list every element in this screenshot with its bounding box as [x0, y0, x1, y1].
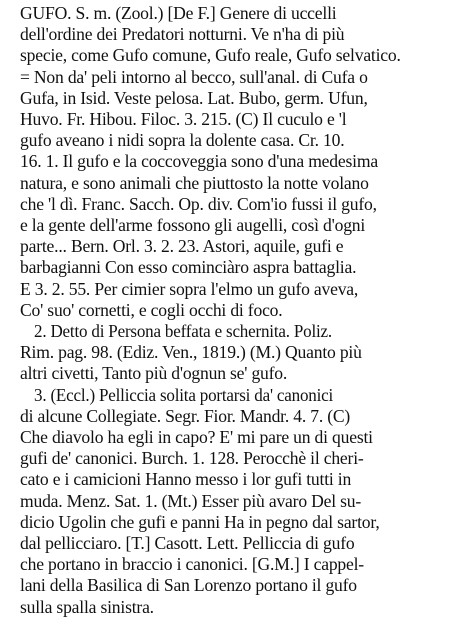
text-line: e la gente dell'arme fossono gli augelli, così d'ogni	[20, 215, 366, 235]
text-line: Huvo. Fr. Hibou. Filoc. 3. 215. (C) Il cuculo e 'l	[20, 109, 347, 129]
text-line: dell'ordine dei Predatori notturni. Ve n'ha di più	[20, 24, 345, 45]
text-line: Rim. pag. 98. (Ediz. Ven., 1819.) (M.) Quanto più	[20, 342, 362, 363]
text-line: dicio Ugolin che gufi e panni Ha in pegno dal sartor,	[20, 511, 380, 532]
text-line: parte... Bern. Orl. 3. 2. 23. Astori, aquile, gufi e	[20, 236, 344, 257]
text-line: cato e i camicioni Hanno messo i lor gufi tutti in	[20, 469, 352, 490]
text-line: gufi de' canonici. Burch. 1. 128. Perocchè il cheri-	[20, 448, 364, 469]
text-line: di alcune Collegiate. Segr. Fior. Mandr. 4. 7. (C)	[20, 405, 351, 426]
text-line: natura, e sono animali che piuttosto la notte volano	[20, 172, 369, 193]
sense-2-line: 2. Detto di Persona beffata e schernita. Poliz.	[34, 321, 332, 341]
text-line: Gufa, in Isid. Veste pelosa. Lat. Bubo, germ. Ufun,	[20, 87, 368, 108]
text-line: barbagianni Con esso cominciàro aspra battaglia.	[20, 257, 357, 278]
text-line: sulla spalla sinistra.	[20, 596, 154, 617]
text-line: Che diavolo ha egli in capo? E' mi pare un di questi	[20, 427, 373, 447]
text-line: gufo aveano i nidi sopra la dolente casa. Cr. 10.	[20, 130, 345, 151]
text-line: che 'l dì. Franc. Sacch. Op. div. Com'io fussi il gufo,	[20, 193, 377, 214]
text-line: dal pellicciaro. [T.] Casott. Lett. Pelliccia di gufo	[20, 533, 355, 553]
text-line: 16. 1. Il gufo e la coccoveggia sono d'una medesima	[20, 151, 378, 172]
text-line: che portano in braccio i canonici. [G.M.] I cappel-	[20, 554, 364, 575]
text-line: muda. Menz. Sat. 1. (Mt.) Esser più avaro Del su-	[20, 490, 362, 511]
text-line: specie, come Gufo comune, Gufo reale, Gufo selvatico.	[20, 45, 401, 66]
text-line: lani della Basilica di San Lorenzo portano il gufo	[20, 575, 357, 596]
text-line: Co' suo' cornetti, e cogli occhi di foco.	[20, 299, 283, 320]
text-line: E 3. 2. 55. Per cimier sopra l'elmo un gufo aveva,	[20, 278, 359, 299]
headword-line: GUFO. S. m. (Zool.) [De F.] Genere di uccelli	[20, 3, 337, 23]
sense-3-line: 3. (Eccl.) Pelliccia solita portarsi da' canonici	[34, 384, 334, 405]
text-line: altri civetti, Tanto più d'ognun se' gufo.	[20, 363, 288, 384]
text-line: = Non da' peli intorno al becco, sull'anal. di Cufa o	[20, 66, 368, 87]
